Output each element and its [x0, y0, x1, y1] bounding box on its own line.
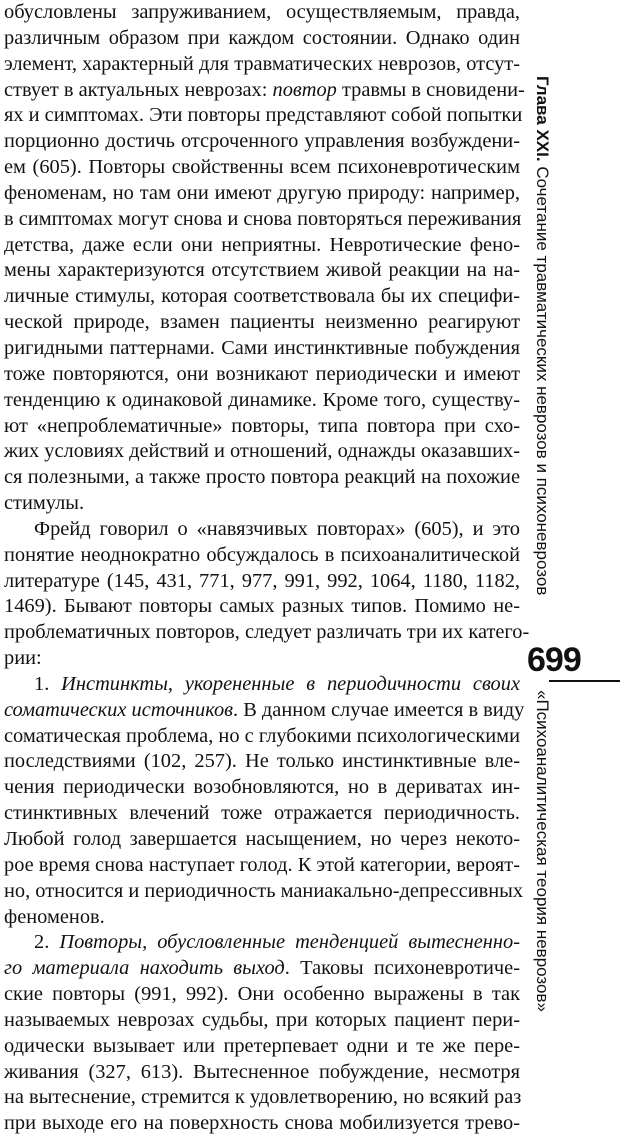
text-line-content: соматическая проблема, но с глубокими психологическими — [4, 724, 520, 747]
text-line — [4, 905, 520, 931]
emphasized-text: соматических источников — [4, 698, 234, 721]
text-line — [4, 362, 520, 388]
text-line-content: порционно достичь отсроченного управления возбуждени- — [4, 130, 520, 153]
text-line — [4, 956, 520, 982]
text-line — [4, 284, 520, 310]
text-line-content: личные стимулы, которая соответствовала бы их специфи- — [4, 285, 520, 308]
running-head-column — [527, 0, 620, 1012]
text-line — [4, 724, 520, 750]
text-line-content: понятие неоднократно обсуждалось в психоаналитической — [4, 543, 520, 566]
text-line-content: 1469). Бывают повторы самых разных типов. Помимо не- — [4, 595, 520, 618]
text-line — [4, 78, 525, 104]
text-line-suffix: . Таковы психоневротиче- — [284, 957, 520, 980]
text-line-suffix: . В данном случае имеется в виду — [233, 698, 525, 721]
text-line — [4, 853, 520, 879]
text-line — [4, 749, 520, 775]
text-line — [4, 517, 520, 543]
text-line — [4, 646, 520, 672]
text-line-content: феноменам, но там они имеют другую природу: например, — [4, 181, 520, 204]
text-line-content: но, относится и периодичность маниакально-депрессивных — [4, 879, 524, 902]
text-line — [4, 569, 520, 595]
text-line — [4, 155, 520, 181]
text-line — [4, 620, 530, 646]
text-line-content: одически вызывает или претерпевает одни и те же пере- — [4, 1034, 520, 1057]
text-line-content: в симптомах могут снова и снова повторяться переживания — [4, 207, 522, 230]
text-line — [4, 258, 520, 284]
emphasized-text: го материала находить выход — [4, 957, 285, 980]
text-line — [4, 310, 520, 336]
text-line-prefix: 1. — [34, 672, 62, 695]
text-line-content: ся полезными, а также просто повтора реакций на похожие — [4, 466, 520, 489]
text-line-content: называемых неврозах судьбы, при которых пациент пери- — [4, 1008, 520, 1031]
text-line-content: проблематичных повторов, следует различать три их катего- — [4, 621, 530, 644]
text-line — [4, 465, 520, 491]
text-line-prefix: ствует в актуальных неврозах: — [4, 78, 273, 101]
main-text-column — [4, 0, 530, 1135]
text-line-content: при выходе его на поверхность снова мобилизуется трево- — [4, 1112, 520, 1135]
text-line-content: Фрейд говорил о «навязчивых повторах» (605), и это — [34, 517, 520, 540]
text-line-content: ют «непроблематичные» повторы, типа повтора при схо- — [4, 414, 520, 437]
text-line — [4, 103, 523, 129]
text-line-content: рое время снова наступает голод. К этой категории, вероят- — [4, 853, 520, 876]
text-line-content: детства, даже если они неприятны. Невротические фено- — [4, 233, 520, 256]
text-line — [4, 930, 520, 956]
text-line-prefix: 2. — [34, 931, 60, 954]
chapter-label: Глава XXI. — [533, 76, 552, 162]
text-line — [4, 1034, 520, 1060]
emphasized-text: Инстинкты, укорененные в периодичности своих — [61, 672, 520, 695]
text-line-content: феноменов. — [4, 905, 105, 928]
text-line-content: ем (605). Повторы свойственны всем психоневротическим — [4, 156, 520, 179]
text-line — [4, 1008, 520, 1034]
text-line — [4, 698, 525, 724]
text-line-content: чения периодически возобновляются, но в дериватах ин- — [4, 776, 520, 799]
text-line — [4, 491, 520, 517]
text-line — [4, 827, 520, 853]
text-line-suffix: травмы в сновидени- — [336, 78, 525, 101]
emphasized-text: Повторы, обусловленные тенденцией вытесненно- — [59, 931, 521, 954]
book-title-running-head: «Психоаналитическая теория неврозов» — [533, 690, 552, 1012]
text-line — [4, 207, 520, 233]
text-line-content: мены характеризуются отсутствием живой реакции на на- — [4, 259, 520, 282]
text-line — [4, 336, 520, 362]
text-line-content: последствиями (102, 257). Не только инстинктивные вле- — [4, 750, 520, 773]
text-line-content: ях и симптомах. Эти повторы представляют собой попытки — [4, 104, 523, 127]
emphasized-text: повтор — [272, 78, 337, 101]
text-line-content: рии: — [4, 647, 42, 670]
text-line — [4, 0, 520, 26]
text-line — [4, 233, 520, 259]
text-line-content: Любой голод завершается насыщением, но через некото- — [4, 828, 520, 850]
text-line — [4, 26, 520, 52]
chapter-running-head — [531, 76, 553, 595]
text-line-content: элемент, характерный для травматических неврозов, отсут- — [4, 52, 520, 75]
text-line-content: тоже повторяются, они возникают периодически и имеют — [4, 362, 520, 385]
text-line — [4, 181, 520, 207]
text-line — [4, 879, 524, 905]
text-line — [4, 414, 520, 440]
text-line — [4, 439, 520, 465]
text-line — [4, 52, 520, 78]
text-line — [4, 801, 520, 827]
page-number: 699 — [527, 641, 581, 679]
text-line-content: ригидными паттернами. Сами инстинктивные побуждения — [4, 336, 520, 359]
text-line — [4, 1085, 520, 1111]
text-line-content: жих условиях действий и отношений, однажды оказавших- — [4, 440, 520, 463]
text-line-content: литературе (145, 431, 771, 977, 991, 992, 1064, 1180, 1182, — [4, 569, 520, 592]
text-line-content: на вытеснение, стремится к удовлетворению, но всякий раз — [4, 1086, 522, 1109]
page-number-rule — [549, 680, 620, 682]
text-line — [4, 129, 520, 155]
text-line-content: стинктивных влечений тоже отражается периодичность. — [4, 802, 520, 825]
text-line-content: тенденцию к одинаковой динамике. Кроме того, существу- — [4, 388, 520, 411]
chapter-title: Сочетание травматических неврозов и психоневрозов — [533, 166, 552, 596]
text-line-content: ские повторы (991, 992). Они особенно выражены в так — [4, 983, 520, 1006]
text-line — [4, 775, 520, 801]
text-line — [4, 594, 520, 620]
text-line — [4, 1060, 520, 1086]
text-line — [4, 543, 520, 569]
text-line — [4, 672, 520, 698]
text-line — [4, 982, 520, 1008]
text-line — [4, 1111, 520, 1137]
text-line-content: ческой природе, взамен пациенты неизменно реагируют — [4, 311, 520, 334]
text-line-content: живания (327, 613). Вытесненное побуждение, несмотря — [4, 1060, 520, 1083]
text-line-content: стимулы. — [4, 492, 85, 515]
text-line-content: обусловлены запруживанием, осуществляемым, правда, — [4, 1, 520, 23]
text-line-content: различным образом при каждом состоянии. Однако один — [4, 26, 520, 49]
text-line — [4, 388, 520, 414]
